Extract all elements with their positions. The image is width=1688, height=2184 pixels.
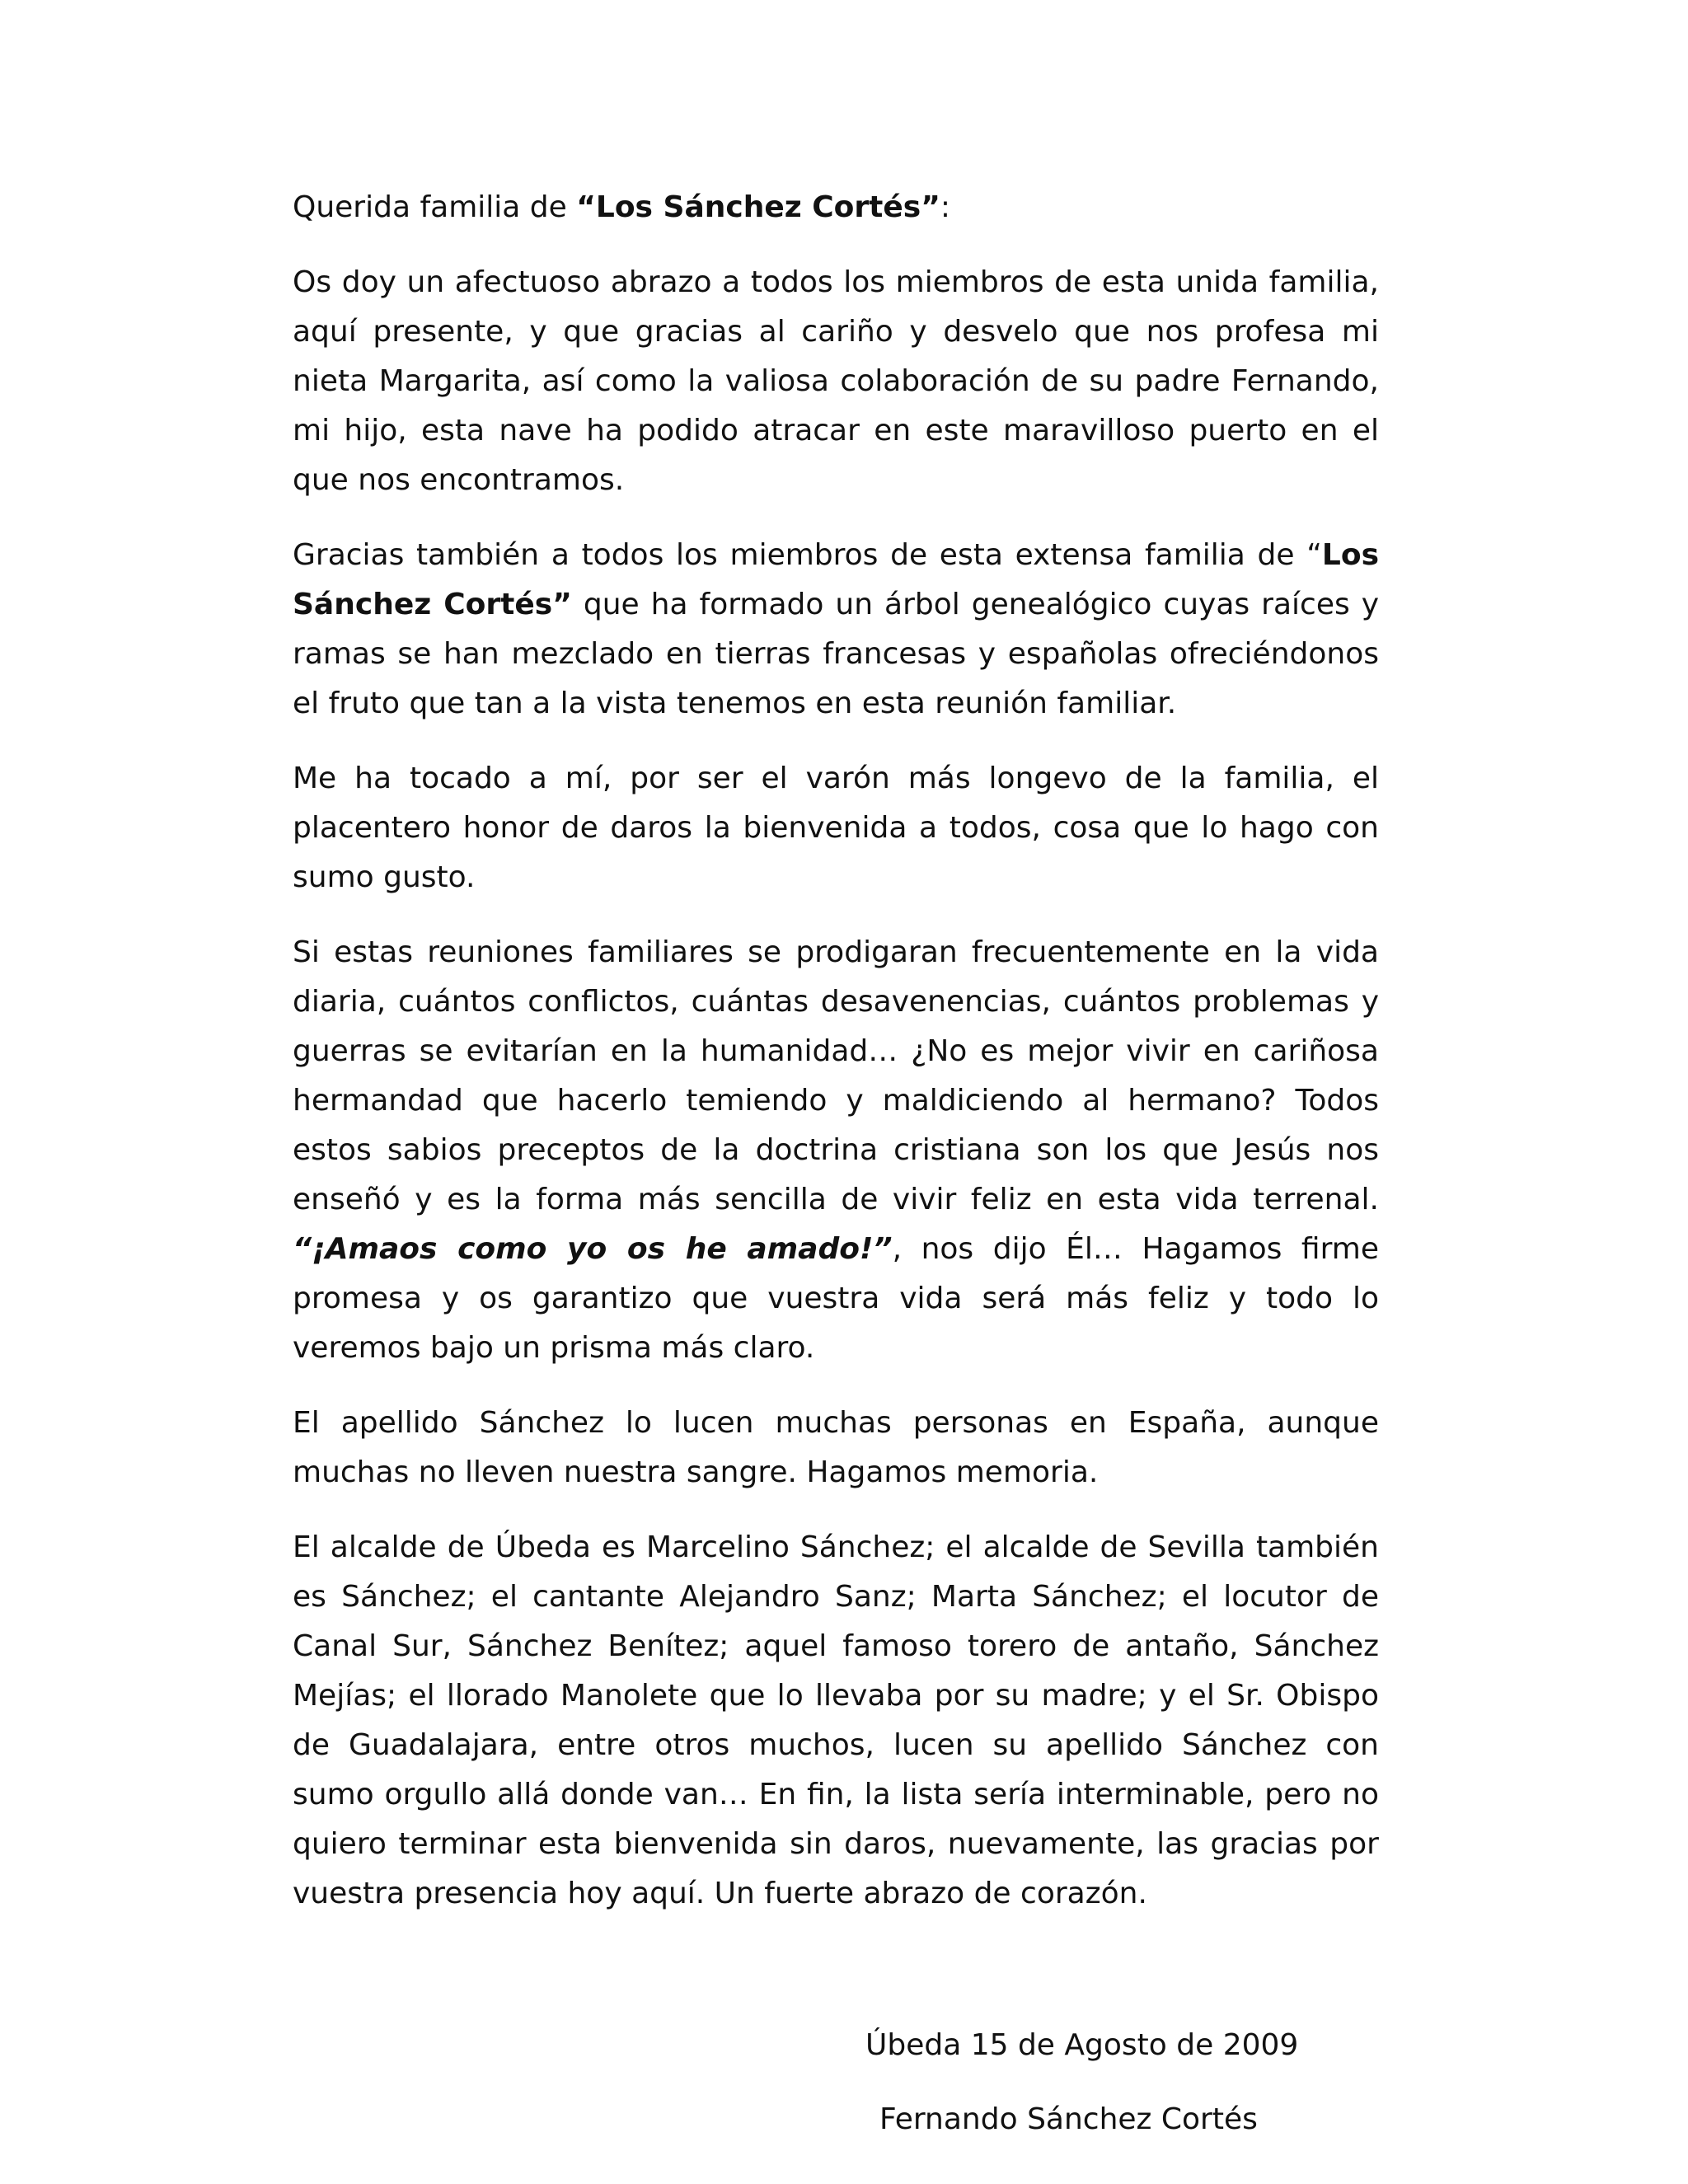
paragraph-reflection [293, 928, 1379, 1373]
paragraph-surname: El apellido Sánchez lo lucen muchas personas en España, aunque muchas no lleven nuestra sangre. Hagamos memoria. [293, 1406, 1379, 1489]
reflection-text-end: , nos dijo Él… Hagamos firme promesa y os garantizo que vuestra vida será más feliz y todo lo veremos bajo un prisma más claro. [293, 1232, 1379, 1365]
salutation-prefix: Querida familia de [293, 190, 577, 224]
paragraph-thanks [293, 531, 1379, 729]
paragraph-famous-names: El alcalde de Úbeda es Marcelino Sánchez; el alcalde de Sevilla también es Sánchez; el cantante Alejandro Sanz; Marta Sánchez; el locutor de Canal Sur, Sánchez Benítez; aquel famoso torero de antaño, Sánchez Mejías; el llorado Manolete que lo llevaba por su madre; y el Sr. Obispo de Guadalajara, entre otros muchos, lucen su apellido Sánchez con sumo orgullo allá donde van… En fin, la lista sería interminable, pero no quiero terminar esta bienvenida sin daros, nuevamente, las gracias por vuestra presencia hoy aquí. Un fuerte abrazo de corazón. [293, 1530, 1379, 1910]
salutation-suffix: : [940, 190, 950, 224]
paragraph-greeting: Os doy un afectuoso abrazo a todos los miembros de esta unida familia, aquí presente, y que gracias al cariño y desvelo que nos profesa mi nieta Margarita, así como la valiosa colaboración de su padre Fernando, mi hijo, esta nave ha podido atracar en este maravilloso puerto en el que nos encontramos. [293, 265, 1379, 497]
family-name: “Los Sánchez Cortés” [576, 190, 940, 224]
reflection-quote: “¡Amaos como yo os he amado!” [293, 1232, 893, 1266]
reflection-text-start: Si estas reuniones familiares se prodigaran frecuentemente en la vida diaria, cuántos conflictos, cuántas desavenencias, cuántos problemas y guerras se evitarían en la humanidad… ¿No es mejor vivir en cariñosa hermandad que hacerlo temiendo y maldiciendo al hermano? Todos estos sabios preceptos de la doctrina cristiana son los que Jesús nos enseñó y es la forma más sencilla de vivir feliz en esta vida terrenal. [293, 935, 1379, 1216]
paragraph-welcome: Me ha tocado a mí, por ser el varón más longevo de la familia, el placentero honor de daros la bienvenida a todos, cosa que lo hago con sumo gusto. [293, 762, 1379, 894]
place-date-text: Úbeda 15 de Agosto de 2009 [865, 2028, 1299, 2062]
signature-text: Fernando Sánchez Cortés [879, 2102, 1258, 2136]
thanks-text-end: que ha formado un árbol genealógico cuyas raíces y ramas se han mezclado en tierras francesas y españolas ofreciéndonos el fruto que tan a la vista tenemos en esta reunión familiar. [293, 588, 1380, 720]
salutation [293, 183, 1379, 232]
thanks-family-name: Los Sánchez Cortés” [293, 538, 1379, 621]
thanks-text-start: Gracias también a todos los miembros de esta extensa familia de “ [293, 538, 1322, 572]
letter-body [293, 183, 1380, 2136]
